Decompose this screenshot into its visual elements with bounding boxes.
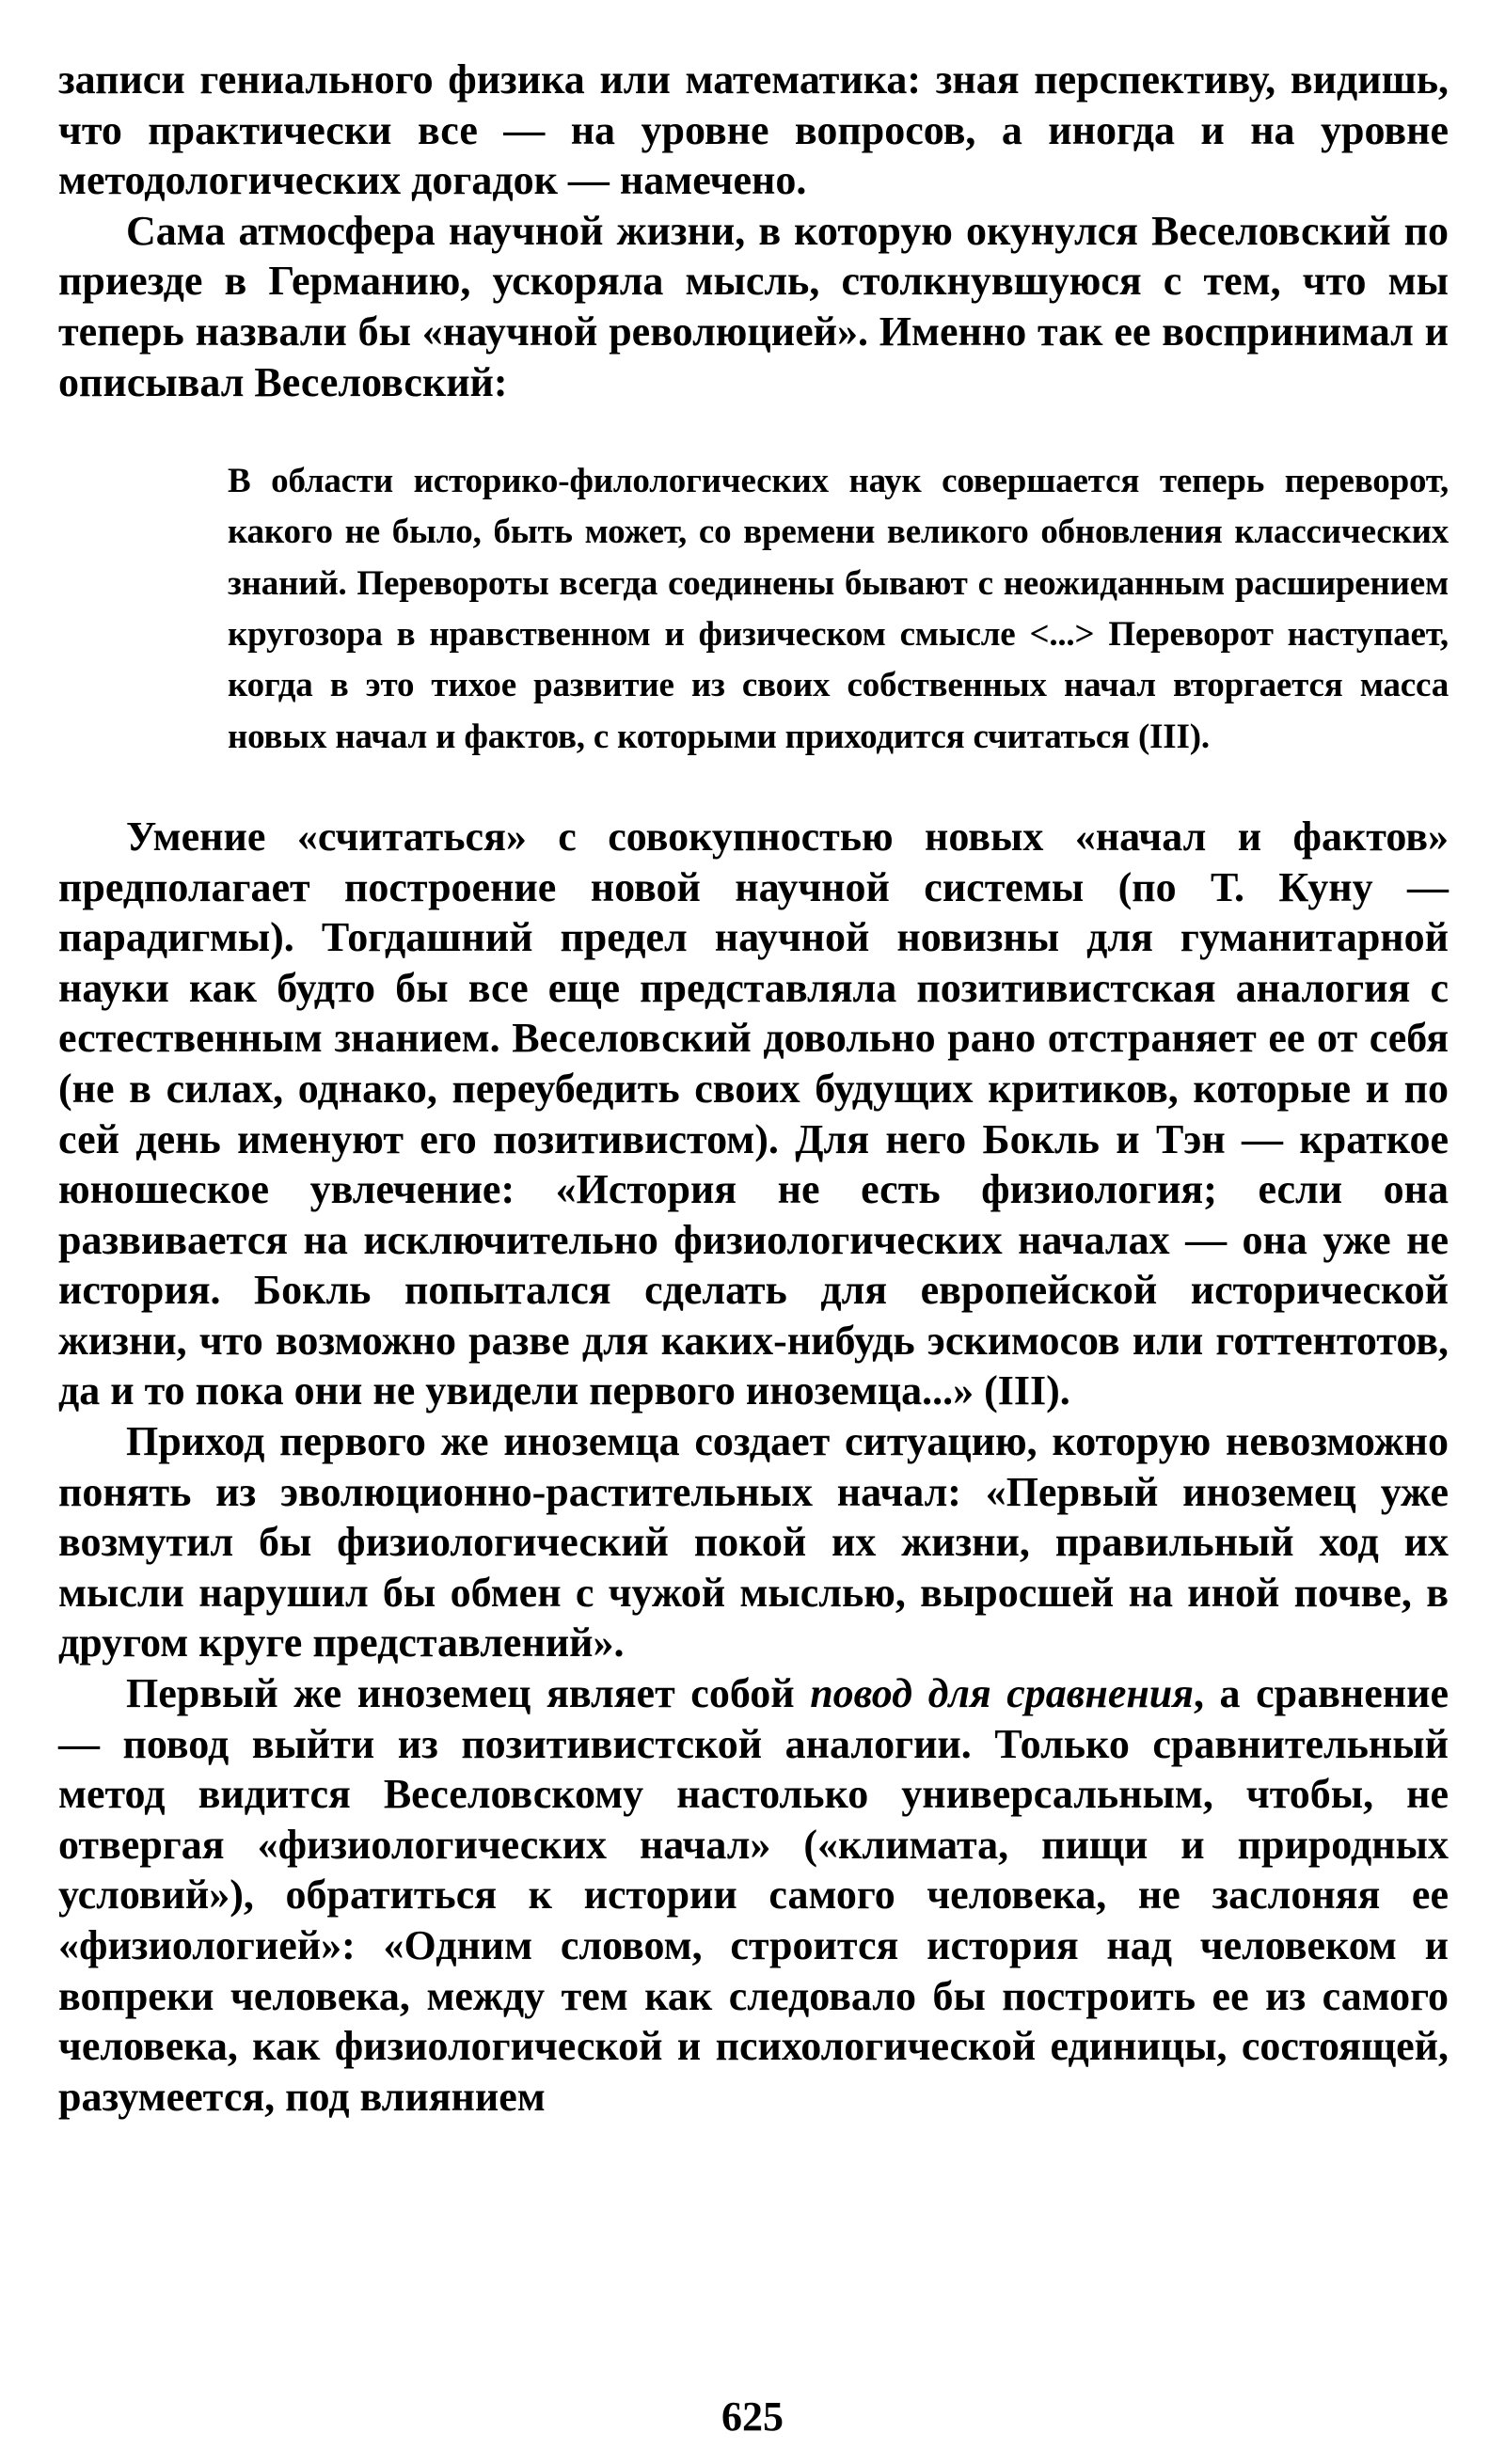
paragraph-5: [58, 1668, 1449, 2122]
paragraph-5-italic-phrase: повод для сравнения: [810, 1670, 1194, 1717]
paragraph-3: Умение «считаться» с совокупностью новых «начал и фактов» предполагает построение новой научной системы (по Т. Куну — парадигмы). Тогдашний предел научной новизны для гуманитарной науки как будто бы все еще представляла позитивистская аналогия с естественным знанием. Веселовский довольно рано отстраняет ее от себя (не в силах, однако, переубедить своих будущих критиков, которые и по сей день именуют его позитивистом). Для него Бокль и Тэн — краткое юношеское увлечение: «История не есть физиология; если она развивается на исключительно физиологических началах — она уже не история. Бокль попытался сделать для европейской исторической жизни, что возможно разве для каких-нибудь эскимосов или готтентотов, да и то пока они не увидели первого иноземца...» (III).: [58, 813, 1449, 1414]
page-number: 625: [721, 2393, 784, 2440]
page-body: [58, 55, 1449, 2122]
block-quote: В области историко-филологических наук совершается теперь переворот, какого не было, быть может, со времени великого обновления классических знаний. Перевороты всегда соединены бывают с неожиданным расширением кругозора в нравственном и физическом смысле <...> Переворот наступает, когда в это тихое развитие из своих собственных начал вторгается масса новых начал и фактов, с которыми приходится считаться (III).: [228, 462, 1449, 756]
paragraph-5-start: Первый же иноземец являет собой: [126, 1670, 811, 1717]
paragraph-4: Приход первого же иноземца создает ситуацию, которую невозможно понять из эволюционно-растительных начал: «Первый иноземец уже возмутил бы физиологический покой их жизни, правильный ход их мысли нарушил бы обмен с чужой мыслью, выросшей на иной почве, в другом круге представлений».: [58, 1418, 1449, 1666]
paragraph-1: записи гениального физика или математика: зная перспективу, видишь, что практически все — на уровне вопросов, а иногда и на уровне методологических догадок — намечено.: [58, 56, 1449, 204]
paragraph-2: Сама атмосфера научной жизни, в которую окунулся Веселовский по приезде в Германию, ускоряла мысль, столкнувшуюся с тем, что мы теперь назвали бы «научной революцией». Именно так ее воспринимал и описывал Веселовский:: [58, 207, 1449, 405]
paragraph-5-rest: , а сравнение — повод выйти из позитивистской аналогии. Только сравнительный метод видится Веселовскому настолько универсальным, чтобы, не отвергая «физиологических начал» («климата, пищи и природных условий»), обратиться к истории самого человека, не заслоняя ее «физиологией»: «Одним словом, строится история над человеком и вопреки человека, между тем как следовало бы построить ее из самого человека, как физиологической и психологической единицы, состоящей, разумеется, под влиянием: [58, 1670, 1450, 2120]
